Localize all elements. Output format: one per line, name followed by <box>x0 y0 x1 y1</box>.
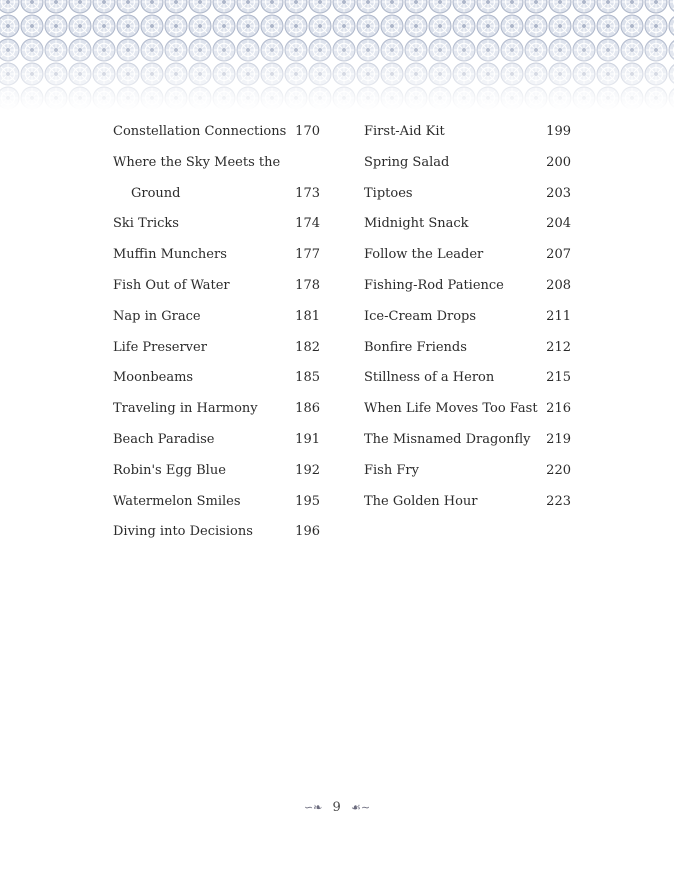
toc-entry[interactable] <box>113 271 320 302</box>
toc-entry-title: Fishing-Rod Patience <box>364 277 504 293</box>
toc-entry-page-number: 170 <box>295 124 320 139</box>
toc-entry-title-continued: Ground <box>131 185 181 201</box>
toc-left-column <box>113 117 320 548</box>
toc-entry-title: First-Aid Kit <box>364 124 445 139</box>
toc-entry-page-number: 192 <box>295 462 320 478</box>
toc-entry-page-number: 195 <box>295 493 320 509</box>
toc-entry-title: Follow the Leader <box>364 247 484 263</box>
toc-entry-page-number: 200 <box>546 154 571 170</box>
toc-entry[interactable] <box>113 148 320 210</box>
toc-entry[interactable] <box>113 240 320 271</box>
toc-entry-title: Nap in Grace <box>113 308 201 324</box>
toc-entry[interactable] <box>113 425 320 456</box>
toc-entry[interactable] <box>113 209 320 240</box>
toc-entry-page-number: 220 <box>546 462 571 478</box>
toc-entry-title: Ice-Cream Drops <box>364 308 477 324</box>
toc-entry-page-number: 215 <box>546 370 571 386</box>
toc-entry-title: Traveling in Harmony <box>113 401 258 417</box>
toc-entry-title: Tiptoes <box>364 185 413 201</box>
toc-entry[interactable] <box>113 456 320 487</box>
toc-entry[interactable] <box>364 425 571 456</box>
toc-entry-title: Muffin Munchers <box>113 247 227 263</box>
toc-entry-page-number: 181 <box>295 308 320 324</box>
toc-entry[interactable] <box>364 394 571 425</box>
toc-entry-page-number: 196 <box>295 524 320 540</box>
decorative-lace-banner <box>0 0 674 110</box>
toc-entry-page-number: 208 <box>546 277 571 293</box>
toc-entry-page-number: 211 <box>546 308 571 324</box>
toc-entry[interactable] <box>364 209 571 240</box>
toc-entry[interactable] <box>364 456 571 487</box>
toc-entry[interactable] <box>364 148 571 179</box>
toc-entry-title: Moonbeams <box>113 370 194 386</box>
toc-entry[interactable] <box>364 333 571 364</box>
toc-entry-page-number: 204 <box>546 216 571 232</box>
toc-entry-title: Robin's Egg Blue <box>113 462 226 478</box>
toc-entry-title: Midnight Snack <box>364 216 469 232</box>
scroll-flourish-icon: ∽❧ <box>303 801 323 814</box>
toc-entry[interactable] <box>364 363 571 394</box>
scroll-flourish-icon: ☙∼ <box>350 801 371 814</box>
toc-entry-page-number: 219 <box>546 431 571 447</box>
toc-entry-title: The Misnamed Dragonfly <box>364 431 531 447</box>
toc-entry-title: Fish Fry <box>364 462 419 478</box>
toc-entry-page-number: 216 <box>546 401 571 417</box>
toc-entry-title: Spring Salad <box>364 154 450 170</box>
toc-entry[interactable] <box>113 487 320 518</box>
toc-entry-page-number: 212 <box>546 339 571 355</box>
toc-entry-title: Life Preserver <box>113 339 207 355</box>
toc-entry-page-number: 173 <box>295 185 320 201</box>
toc-entry[interactable] <box>364 179 571 210</box>
toc-right-column <box>364 117 571 517</box>
toc-entry-page-number: 185 <box>295 370 320 386</box>
toc-entry-title: The Golden Hour <box>364 493 478 509</box>
toc-entry-page-number: 182 <box>295 339 320 355</box>
toc-entry-title: Ski Tricks <box>113 216 179 232</box>
toc-entry-title: When Life Moves Too Fast <box>364 401 538 417</box>
toc-entry[interactable] <box>113 517 320 548</box>
toc-entry-page-number: 186 <box>295 401 320 417</box>
toc-entry[interactable] <box>113 333 320 364</box>
toc-entry-title: Beach Paradise <box>113 431 215 447</box>
toc-entry-page-number: 199 <box>546 124 571 139</box>
toc-entry[interactable] <box>364 487 571 518</box>
toc-entry[interactable] <box>364 302 571 333</box>
toc-entry[interactable] <box>364 271 571 302</box>
toc-entry-title: Constellation Connections <box>113 124 287 139</box>
toc-entry[interactable] <box>113 394 320 425</box>
toc-entry-page-number: 178 <box>295 277 320 293</box>
toc-entry-page-number: 174 <box>295 216 320 232</box>
toc-entry[interactable] <box>113 363 320 394</box>
toc-entry-page-number: 191 <box>295 431 320 447</box>
toc-entry-page-number: 223 <box>546 493 571 509</box>
toc-entry-title: Bonfire Friends <box>364 339 467 355</box>
toc-entry[interactable] <box>364 117 571 148</box>
toc-entry[interactable] <box>113 117 320 148</box>
toc-entry-title: Stillness of a Heron <box>364 370 495 386</box>
toc-entry-page-number: 207 <box>546 247 571 263</box>
toc-entry-page-number: 177 <box>295 247 320 263</box>
toc-entry-page-number: 203 <box>546 185 571 201</box>
toc-entry-title: Diving into Decisions <box>113 524 253 540</box>
page-footer <box>0 800 674 815</box>
toc-entry-title: Watermelon Smiles <box>113 493 241 509</box>
page-number: 9 <box>332 800 341 815</box>
toc-entry[interactable] <box>113 302 320 333</box>
toc-entry-title: Where the Sky Meets the <box>113 154 281 170</box>
toc-entry-title: Fish Out of Water <box>113 277 230 293</box>
toc-entry[interactable] <box>364 240 571 271</box>
